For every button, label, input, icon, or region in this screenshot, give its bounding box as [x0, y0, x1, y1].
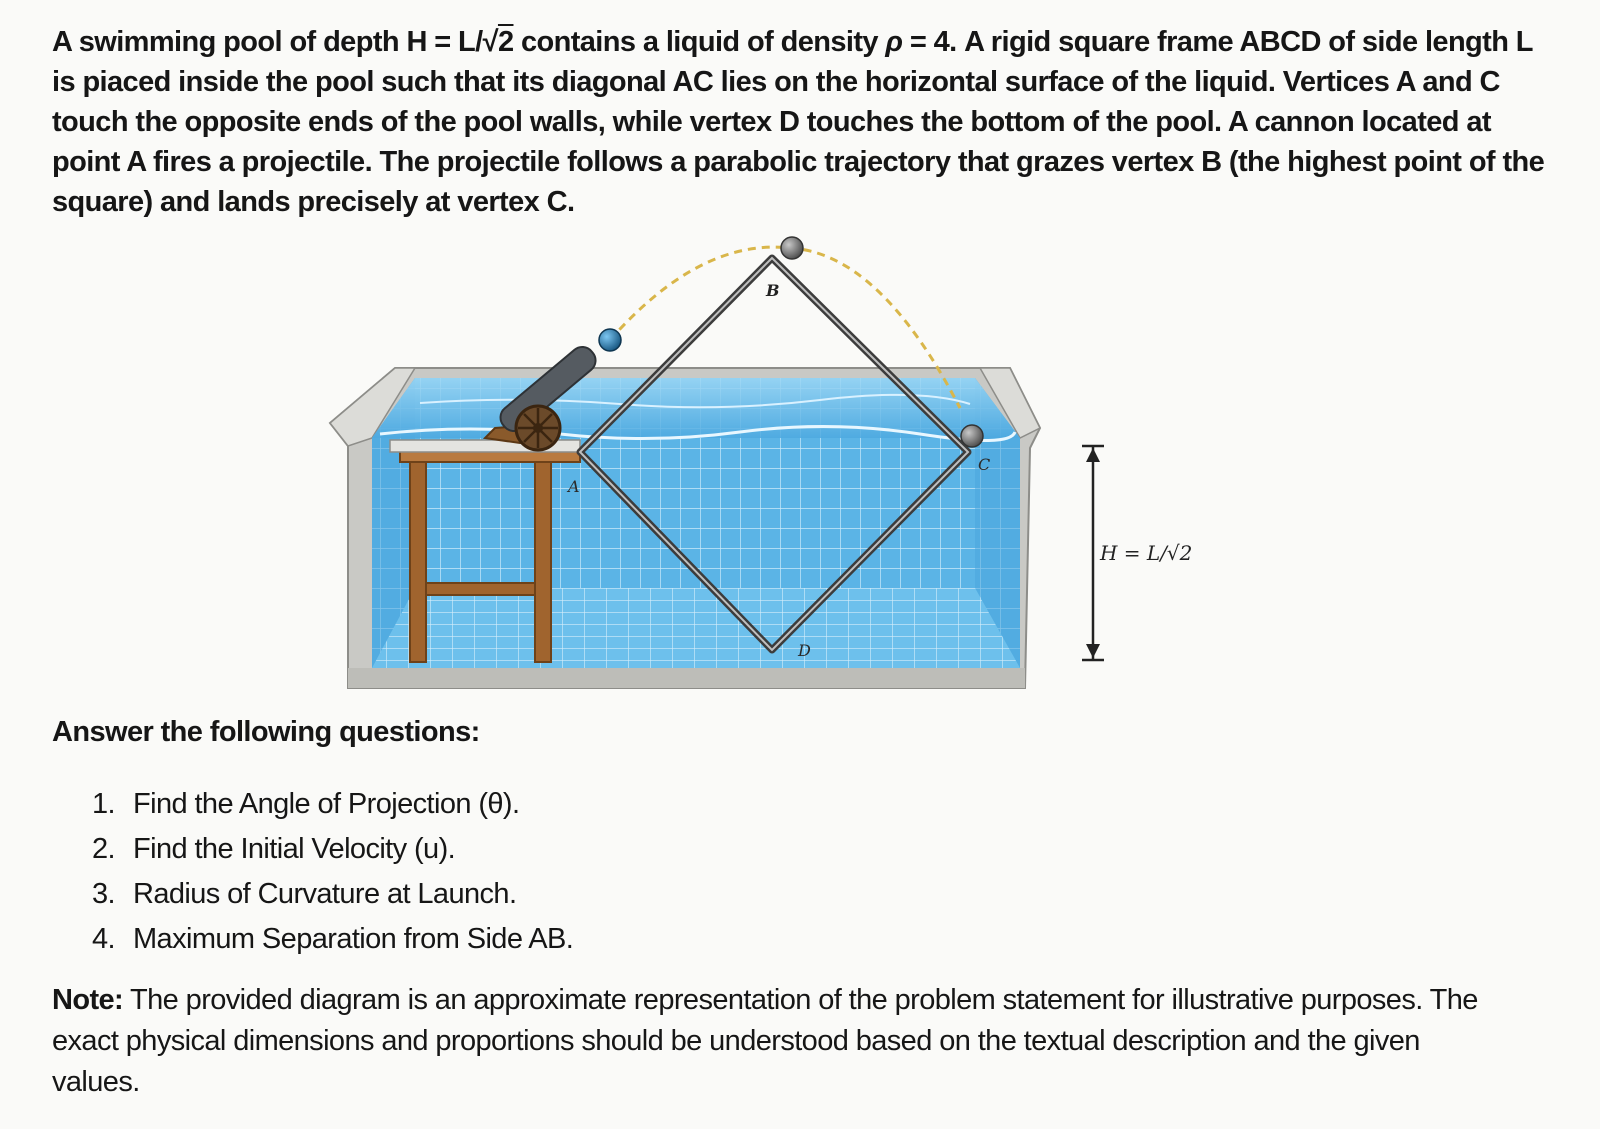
note-label: Note:: [52, 984, 124, 1016]
projectile-ball-launch: [599, 329, 621, 351]
vertex-label-d: D: [798, 641, 811, 660]
depth-label: H = L/√2: [1100, 541, 1193, 565]
projectile-ball-land: [961, 425, 983, 447]
question-item: 4. Maximum Separation from Side AB.: [92, 923, 574, 955]
question-item: 1. Find the Angle of Projection (θ).: [92, 788, 520, 820]
note-paragraph: Note: The provided diagram is an approximate representation of the problem statement for illustrative purposes. The exact physical dimensions and proportions should be understood based on the textual description and the given values.: [52, 984, 1478, 1098]
vertex-label-a: A: [568, 477, 580, 496]
question-item: 3. Radius of Curvature at Launch.: [92, 878, 517, 910]
projectile-ball-apex: [781, 237, 803, 259]
vertex-label-b: B: [766, 281, 780, 300]
question-item: 2. Find the Initial Velocity (u).: [92, 833, 456, 865]
vertex-label-c: C: [978, 455, 991, 474]
questions-list: [92, 782, 573, 962]
problem-statement: A swimming pool of depth H = L/√2 contains a liquid of density ρ = 4. A rigid square frame ABCD of side length L is piaced inside the pool such that its diagonal AC lies on the horizontal surface of the liquid. Vertices A and C touch the opposite ends of the pool walls, while vertex D touches the bottom of the pool. A cannon located at point A fires a projectile. The projectile follows a parabolic trajectory that grazes vertex B (the highest point of the square) and lands precisely at vertex C.: [52, 26, 1545, 218]
questions-heading: Answer the following questions:: [52, 716, 480, 748]
pool-diagram: [320, 228, 1250, 708]
pool-water: [372, 378, 1020, 668]
